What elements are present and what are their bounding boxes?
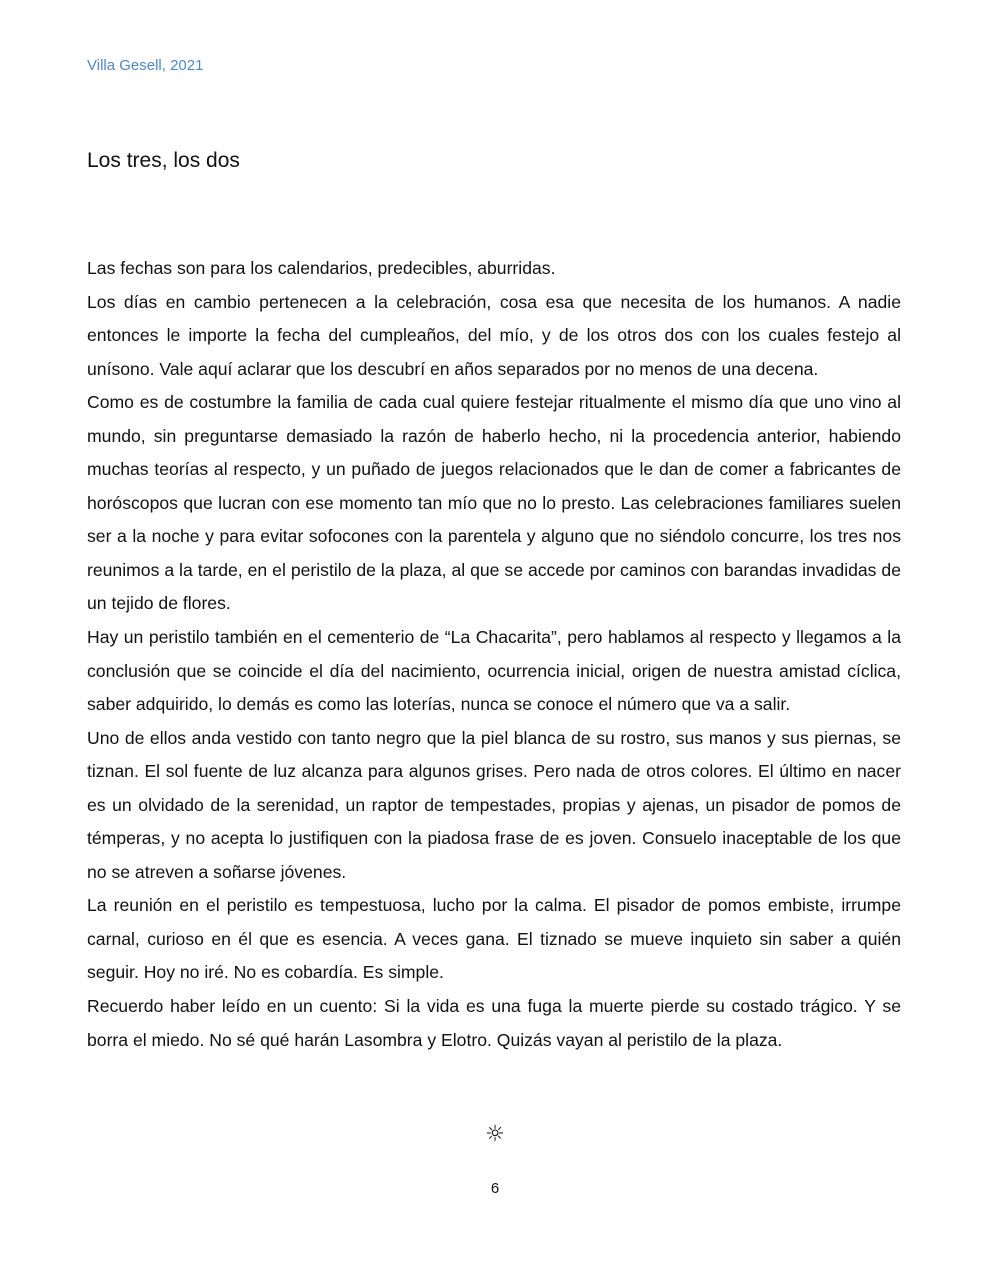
page-number: 6 [490,1180,500,1197]
paragraph: Los días en cambio pertenecen a la celebración, cosa esa que necesita de los humanos. A nadie entonces le importe la fecha del cumpleaños, del mío, y de los otros dos con los cuales festejo al unísono. Vale aquí aclarar que los descubrí en años separados por no menos de una decena. [87,291,901,379]
paragraph: Uno de ellos anda vestido con tanto negro que la piel blanca de su rostro, sus manos y sus piernas, se tiznan. El sol fuente de luz alcanza para algunos grises. Pero nada de otros colores. El último en nacer es un olvidado de la serenidad, un raptor de tempestades, propias y ajenas, un pisador de pomos de témperas, y no acepta lo justifiquen con la piadosa frase de es joven. Consuelo inaceptable de los que no se atreven a soñarse jóvenes. [87,727,901,882]
body-text [87,252,901,1057]
sun-ornament-icon: ☼ [485,1122,505,1147]
running-header: Villa Gesell, 2021 [87,57,204,74]
paragraph: Como es de costumbre la familia de cada cual quiere festejar ritualmente el mismo día que uno vino al mundo, sin preguntarse demasiado la razón de haberlo hecho, ni la procedencia anterior, habiendo muchas teorías al respecto, y un puñado de juegos relacionados que le dan de comer a fabricantes de horóscopos que lucran con ese momento tan mío que no lo presto. Las celebraciones familiares suelen ser a la noche y para evitar sofocones con la parentela y alguno que no siéndolo concurre, los tres nos reunimos a la tarde, en el peristilo de la plaza, al que se accede por caminos con barandas invadidas de un tejido de flores. [87,392,901,614]
paragraph: Hay un peristilo también en el cementerio de “La Chacarita”, pero hablamos al respecto y llegamos a la conclusión que se coincide el día del nacimiento, ocurrencia inicial, origen de nuestra amistad cíclica, saber adquirido, lo demás es como las loterías, nunca se conoce el número que va a salir. [87,627,901,715]
paragraph: Las fechas son para los calendarios, predecibles, aburridas. [87,258,556,278]
paragraph: La reunión en el peristilo es tempestuosa, lucho por la calma. El pisador de pomos embiste, irrumpe carnal, curioso en él que es esencia. A veces gana. El tiznado se mueve inquieto sin saber a quién seguir. Hoy no iré. No es cobardía. Es simple. [87,895,901,983]
paragraph: Recuerdo haber leído en un cuento: Si la vida es una fuga la muerte pierde su costado trágico. Y se borra el miedo. No sé qué harán Lasombra y Elotro. Quizás vayan al peristilo de la plaza. [87,996,901,1050]
page-title: Los tres, los dos [87,149,240,172]
